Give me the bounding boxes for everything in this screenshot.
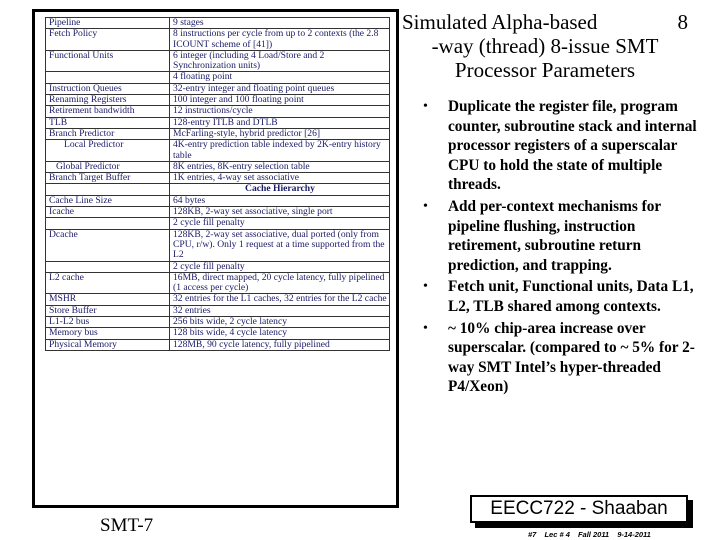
table-row: [46, 339, 390, 350]
table-row: [46, 18, 390, 29]
param-value: 4 floating point: [170, 72, 390, 83]
bullet-text: Add per-context mechanisms for pipeline flushing, instruction retirement, subroutine return prediction, and trapping.: [448, 197, 661, 274]
list-item: [418, 97, 710, 195]
table-row: [46, 317, 390, 328]
table-row: [46, 305, 390, 316]
param-value: 256 bits wide, 2 cycle latency: [170, 317, 390, 328]
table-row: [46, 161, 390, 172]
param-value: 6 integer (including 4 Load/Store and 2 Synchronization units): [170, 50, 390, 72]
table-row: [46, 207, 390, 218]
parameters-table: [45, 17, 390, 351]
table-row: [46, 128, 390, 139]
table-row: [46, 106, 390, 117]
param-value: 8K entries, 8K-entry selection table: [170, 161, 390, 172]
section-header: Cache Hierarchy: [170, 184, 390, 195]
list-item: [418, 277, 710, 316]
param-label: TLB: [46, 117, 170, 128]
table-row: [46, 294, 390, 305]
param-label: Branch Predictor: [46, 128, 170, 139]
param-value: 2 cycle fill penalty: [170, 261, 390, 272]
bullet-list: [418, 97, 710, 399]
bullet-text: Duplicate the register file, program counter, subroutine stack and internal processor registers of a superscalar CPU to hold the state of multiple threads.: [448, 98, 697, 194]
table-row: [46, 195, 390, 206]
param-value: 128KB, 2-way set associative, dual ported (only from CPU, r/w). Only 1 request at a time supported from the L2: [170, 229, 390, 261]
param-value: 32-entry integer and floating point queues: [170, 83, 390, 94]
param-label: Functional Units: [46, 50, 170, 72]
table-row: [46, 117, 390, 128]
table-row: [46, 184, 390, 195]
param-value: 12 instructions/cycle: [170, 106, 390, 117]
param-label: L1-L2 bus: [46, 317, 170, 328]
table-row: [46, 72, 390, 83]
param-value: 128-entry ITLB and DTLB: [170, 117, 390, 128]
table-row: [46, 272, 390, 294]
bullet-text: Fetch unit, Functional units, Data L1, L2, TLB shared among contexts.: [448, 278, 694, 315]
param-value: 8 instructions per cycle from up to 2 contexts (the 2.8 ICOUNT scheme of [41]): [170, 29, 390, 51]
param-value: 32 entries for the L1 caches, 32 entries for the L2 cache: [170, 294, 390, 305]
param-label: Physical Memory: [46, 339, 170, 350]
title-line-1-text: Simulated Alpha-based: [402, 10, 598, 34]
bullet-icon: •: [423, 99, 428, 114]
param-value: 128 bits wide, 4 cycle latency: [170, 328, 390, 339]
table-row: [46, 261, 390, 272]
table-row: [46, 29, 390, 51]
date: 9-14-2011: [617, 530, 651, 539]
lecture-number: Lec # 4: [544, 530, 570, 539]
param-value: 2 cycle fill penalty: [170, 218, 390, 229]
param-label: Fetch Policy: [46, 29, 170, 51]
list-item: [418, 319, 710, 397]
title-line-1-number: 8: [677, 10, 688, 34]
slide-id: SMT-7: [100, 515, 154, 536]
course-badge: EECC722 - Shaaban: [470, 495, 688, 523]
param-label: Cache Line Size: [46, 195, 170, 206]
param-label: L2 cache: [46, 272, 170, 294]
param-value: 64 bytes: [170, 195, 390, 206]
table-row: [46, 83, 390, 94]
param-value: 100 integer and 100 floating point: [170, 95, 390, 106]
bullet-icon: •: [423, 320, 428, 336]
bullet-icon: •: [423, 279, 428, 295]
param-label: [46, 72, 170, 83]
param-value: 32 entries: [170, 305, 390, 316]
param-label: Branch Target Buffer: [46, 173, 170, 184]
param-value: McFarling-style, hybrid predictor [26]: [170, 128, 390, 139]
param-label: [46, 184, 170, 195]
title-line-1: [398, 10, 692, 34]
param-label: Renaming Registers: [46, 95, 170, 106]
param-label: Local Predictor: [46, 140, 170, 162]
param-label: Pipeline: [46, 18, 170, 29]
param-label: Store Buffer: [46, 305, 170, 316]
bullet-text: ~ 10% chip-area increase over superscalar. (compared to ~ 5% for 2-way SMT Intel’s hyper-threaded P4/Xeon): [448, 319, 695, 396]
slide-title: [398, 10, 692, 82]
param-value: 4K-entry prediction table indexed by 2K-entry history table: [170, 140, 390, 162]
table-row: [46, 173, 390, 184]
table-row: [46, 218, 390, 229]
parameters-table-frame: [32, 9, 399, 508]
table-row: [46, 50, 390, 72]
table-row: [46, 229, 390, 261]
param-value: 1K entries, 4-way set associative: [170, 173, 390, 184]
slide-number: #7: [528, 530, 537, 539]
param-value: 128KB, 2-way set associative, single port: [170, 207, 390, 218]
title-line-2: -way (thread) 8-issue SMT: [431, 34, 659, 58]
table-row: [46, 140, 390, 162]
title-line-3: Processor Parameters: [454, 58, 636, 82]
table-row: [46, 328, 390, 339]
term: Fall 2011: [577, 530, 610, 539]
param-label: [46, 261, 170, 272]
param-label: [46, 218, 170, 229]
list-item: [418, 197, 710, 275]
param-label: MSHR: [46, 294, 170, 305]
param-value: 9 stages: [170, 18, 390, 29]
param-label: Memory bus: [46, 328, 170, 339]
table-row: [46, 95, 390, 106]
param-value: 16MB, direct mapped, 20 cycle latency, fully pipelined (1 access per cycle): [170, 272, 390, 294]
param-label: Dcache: [46, 229, 170, 261]
param-label: Icache: [46, 207, 170, 218]
footer-info: [528, 530, 657, 539]
param-label: Retirement bandwidth: [46, 106, 170, 117]
param-label: Global Predictor: [46, 161, 170, 172]
param-value: 128MB, 90 cycle latency, fully pipelined: [170, 339, 390, 350]
param-label: Instruction Queues: [46, 83, 170, 94]
bullet-icon: •: [423, 198, 428, 214]
